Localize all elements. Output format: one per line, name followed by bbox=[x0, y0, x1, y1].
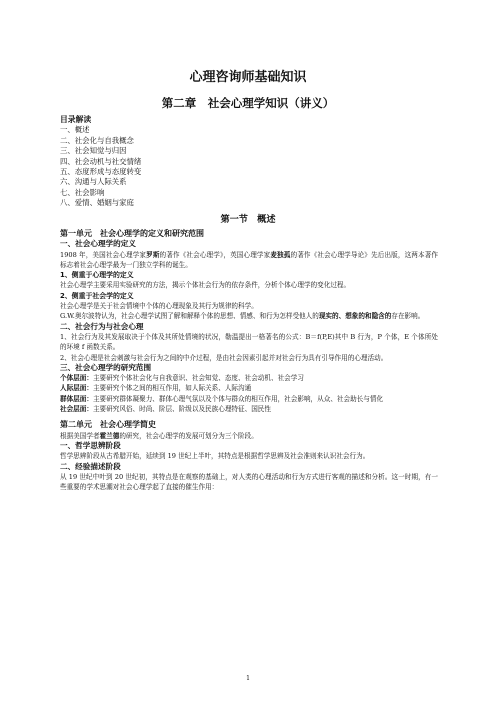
scope-item bbox=[60, 373, 438, 383]
page-number: 1 bbox=[246, 675, 250, 682]
text-run: 1908 年，美国社会心理学家 bbox=[60, 250, 147, 259]
name-mcdougall: 麦独孤 bbox=[270, 250, 291, 259]
scope-text: 主要研究个体之间的相互作用，如人际关系、人际沟通 bbox=[92, 384, 252, 393]
chapter-title: 第二章 社会心理学知识（讲义） bbox=[161, 96, 335, 110]
paragraph-origin bbox=[60, 250, 438, 271]
text-run: 的研究，社会心理学的发展可划分为三个阶段。 bbox=[119, 431, 258, 440]
scope-item bbox=[60, 383, 438, 393]
unit-title: 第一单元 社会心理学的定义和研究范围 bbox=[60, 229, 204, 238]
heading-psych-definition: 1、侧重于心理学的定义 bbox=[60, 271, 134, 280]
section-title: 第一节 概述 bbox=[220, 214, 276, 225]
document-body bbox=[60, 229, 438, 492]
text-run: 存在影响。 bbox=[391, 312, 425, 321]
paragraph-soc-definition: 社会心理学是关于社会情境中个体的心理现象及其行为规律的科学。 bbox=[60, 302, 258, 311]
toc-item: 三、社会知觉与归因 bbox=[60, 146, 127, 156]
paragraph-hollander bbox=[60, 431, 438, 441]
scope-label: 人际层面： bbox=[60, 384, 93, 393]
scope-text: 主要研究个体社会化与自我意识、社会知觉、态度、社会动机、社会学习 bbox=[92, 374, 304, 383]
heading-stage-1: 一、哲学思辨阶段 bbox=[60, 440, 121, 450]
toc-heading: 目录解读 bbox=[60, 115, 92, 124]
heading-behavior: 二、社会行为与社会心理 bbox=[60, 321, 144, 331]
toc-item: 七、社会影响 bbox=[60, 187, 105, 197]
paragraph-psych-definition: 社会心理学主要采用实验研究的方法，揭示个体社会行为的依存条件，分析个体心理学的变化过程。 bbox=[60, 281, 351, 290]
scope-item bbox=[60, 394, 438, 404]
text-run: 的著作《社会心理学导论》先后出版，这两本著作标志着社会心理学最为一门独立学科的诞生。 bbox=[60, 250, 439, 269]
heading-stage-2: 二、经验描述阶段 bbox=[60, 461, 121, 471]
text-run: 根据美国学者 bbox=[60, 431, 100, 440]
emphasis-text: 现实的、想象的和隐含的 bbox=[318, 312, 392, 321]
paragraph-social-mind: 2、社会心理是社会刺激与社会行为之间的中介过程，是由社会因素引起并对社会行为具有引导作用的心理活动。 bbox=[60, 353, 388, 362]
heading-soc-definition: 2、侧重于社会学的定义 bbox=[60, 291, 134, 300]
name-hollander: 霍兰德 bbox=[99, 431, 120, 440]
paragraph-lewin-formula: 1、社会行为及其发展取决于个体及其所处情境的状况，勒温提出一格著名的公式：B＝f(P,E)其中 B 行为，P 个体，E 个体所处的环境 f 函数关系。 bbox=[60, 332, 438, 352]
scope-text: 主要研究风俗、时尚、阶层、阶级以及民族心理特征、国民性 bbox=[92, 405, 271, 414]
scope-label: 个体层面： bbox=[60, 374, 93, 383]
heading-scope: 三、社会心理学的研究范围 bbox=[60, 362, 152, 372]
toc-item: 八、爱情、婚姻与家庭 bbox=[60, 198, 134, 208]
scope-label: 社会层面： bbox=[60, 405, 93, 414]
text-run: 的著作《社会心理学》，英国心理学家 bbox=[159, 250, 271, 259]
toc-item: 二、社会化与自我概念 bbox=[60, 135, 134, 145]
toc-item: 五、态度形成与态度转变 bbox=[60, 167, 142, 177]
text-run: G.W.奥尔波特认为，社会心理学试图了解和解释个体的思想、情感、和行为怎样受他人的 bbox=[60, 312, 319, 321]
table-of-contents bbox=[60, 115, 141, 209]
scope-item bbox=[60, 404, 438, 414]
toc-item: 四、社会动机与社交情绪 bbox=[60, 156, 142, 166]
paragraph-allport bbox=[60, 311, 438, 321]
paragraph-stage-2: 从 19 世纪中叶到 20 世纪初，其特点是在观察的基础上，对人类的心理活动和行为方式进行客观的描述和分析。这一时期，有一些重要的学术思潮对社会心理学起了直接的催生作用： bbox=[60, 472, 438, 492]
toc-item: 一、概述 bbox=[60, 125, 90, 135]
scope-text: 主要研究群体凝聚力、群体心理气氛以及个体与群众的相互作用，社会影响，从众、社会助长与情化 bbox=[92, 394, 384, 403]
toc-item: 六、沟通与人际关系 bbox=[60, 177, 127, 187]
document-title: 心理咨询师基础知识 bbox=[189, 70, 307, 85]
heading-definition: 一、社会心理学的定义 bbox=[60, 239, 136, 249]
paragraph-stage-1: 哲学思辨阶段从古希腊开始，延续到 19 世纪上半叶，其特点是根据哲学思辨及社会准则来认识社会行为。 bbox=[60, 452, 370, 461]
scope-label: 群体层面： bbox=[60, 394, 93, 403]
unit-title: 第二单元 社会心理学简史 bbox=[60, 420, 156, 430]
name-ross: 罗斯 bbox=[146, 250, 160, 259]
